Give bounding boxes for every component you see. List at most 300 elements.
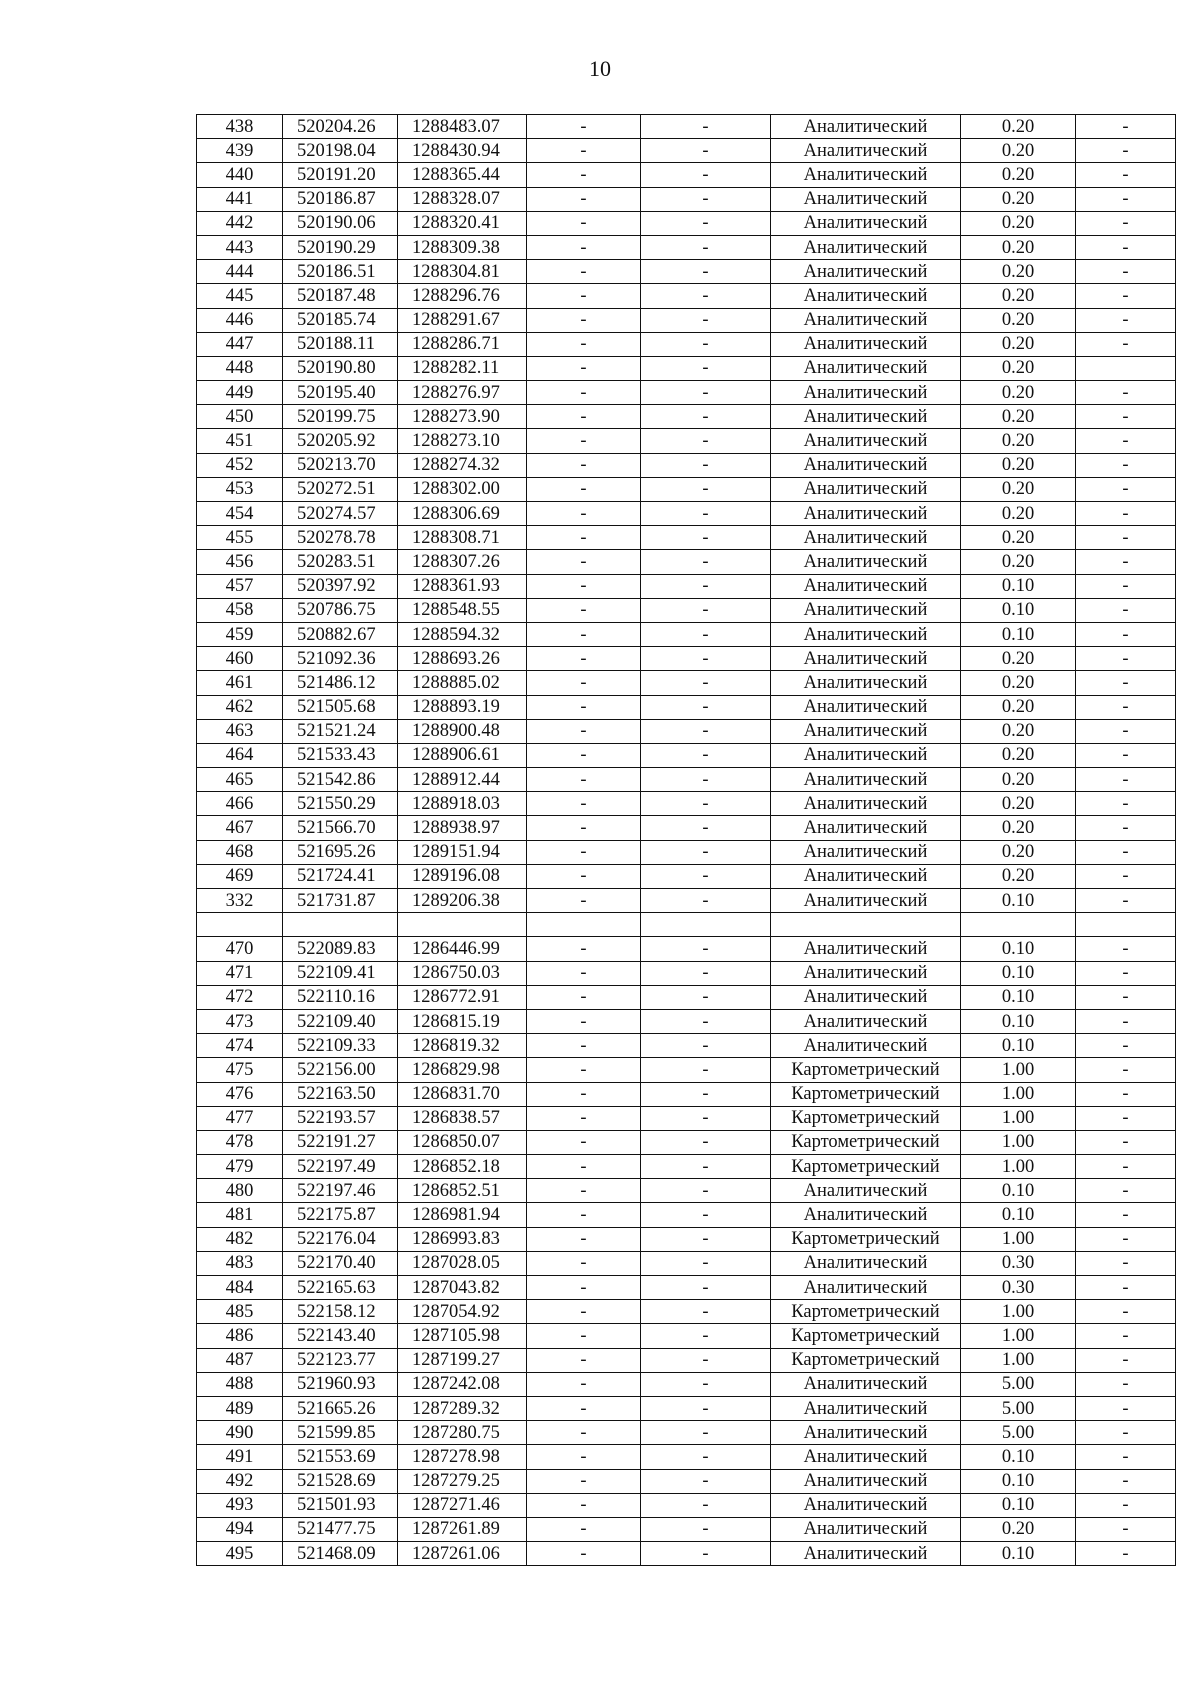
old-x-cell: - — [527, 139, 641, 163]
table-row — [197, 864, 1176, 888]
accuracy-cell: 0.20 — [961, 550, 1076, 574]
x-coordinate-cell: 522176.04 — [283, 1227, 398, 1251]
accuracy-cell: 0.20 — [961, 235, 1076, 259]
accuracy-cell: 0.20 — [961, 768, 1076, 792]
x-coordinate-cell: 521533.43 — [283, 743, 398, 767]
accuracy-cell — [961, 913, 1076, 937]
y-coordinate-cell: 1288286.71 — [398, 332, 527, 356]
description-cell: - — [1076, 115, 1176, 139]
accuracy-cell: 1.00 — [961, 1058, 1076, 1082]
y-coordinate-cell: 1288304.81 — [398, 260, 527, 284]
accuracy-cell: 0.20 — [961, 260, 1076, 284]
accuracy-cell: 0.30 — [961, 1276, 1076, 1300]
method-cell: Аналитический — [771, 1421, 961, 1445]
method-cell: Аналитический — [771, 429, 961, 453]
table-row — [197, 1203, 1176, 1227]
old-x-cell: - — [527, 1130, 641, 1154]
x-coordinate-cell: 522110.16 — [283, 985, 398, 1009]
method-cell: Аналитический — [771, 864, 961, 888]
y-coordinate-cell — [398, 913, 527, 937]
method-cell: Аналитический — [771, 381, 961, 405]
description-cell: - — [1076, 405, 1176, 429]
x-coordinate-cell: 521505.68 — [283, 695, 398, 719]
y-coordinate-cell: 1288594.32 — [398, 622, 527, 646]
point-number-cell: 494 — [197, 1517, 283, 1541]
table-row — [197, 453, 1176, 477]
description-cell: - — [1076, 743, 1176, 767]
old-x-cell: - — [527, 1445, 641, 1469]
x-coordinate-cell: 522109.33 — [283, 1034, 398, 1058]
accuracy-cell: 1.00 — [961, 1082, 1076, 1106]
old-y-cell: - — [641, 1130, 771, 1154]
method-cell: Аналитический — [771, 284, 961, 308]
point-number-cell: 473 — [197, 1009, 283, 1033]
old-x-cell: - — [527, 526, 641, 550]
method-cell: Аналитический — [771, 792, 961, 816]
x-coordinate-cell: 522197.49 — [283, 1155, 398, 1179]
accuracy-cell: 0.20 — [961, 405, 1076, 429]
point-number-cell: 454 — [197, 502, 283, 526]
description-cell: - — [1076, 1009, 1176, 1033]
old-y-cell: - — [641, 429, 771, 453]
old-y-cell: - — [641, 550, 771, 574]
y-coordinate-cell: 1288273.10 — [398, 429, 527, 453]
old-x-cell: - — [527, 598, 641, 622]
point-number-cell: 451 — [197, 429, 283, 453]
table-row — [197, 211, 1176, 235]
y-coordinate-cell: 1286446.99 — [398, 937, 527, 961]
table-row — [197, 405, 1176, 429]
x-coordinate-cell: 520786.75 — [283, 598, 398, 622]
old-x-cell: - — [527, 937, 641, 961]
point-number-cell: 443 — [197, 235, 283, 259]
method-cell: Аналитический — [771, 235, 961, 259]
x-coordinate-cell: 520397.92 — [283, 574, 398, 598]
table-row — [197, 1542, 1176, 1566]
method-cell: Аналитический — [771, 1372, 961, 1396]
description-cell: - — [1076, 647, 1176, 671]
description-cell: - — [1076, 961, 1176, 985]
old-x-cell: - — [527, 1300, 641, 1324]
point-number-cell: 441 — [197, 187, 283, 211]
y-coordinate-cell: 1288938.97 — [398, 816, 527, 840]
point-number-cell: 461 — [197, 671, 283, 695]
table-row — [197, 1179, 1176, 1203]
description-cell: - — [1076, 1130, 1176, 1154]
table-row — [197, 284, 1176, 308]
accuracy-cell: 0.20 — [961, 429, 1076, 453]
x-coordinate-cell: 520188.11 — [283, 332, 398, 356]
y-coordinate-cell: 1289151.94 — [398, 840, 527, 864]
point-number-cell: 476 — [197, 1082, 283, 1106]
accuracy-cell: 0.20 — [961, 840, 1076, 864]
old-x-cell: - — [527, 1034, 641, 1058]
y-coordinate-cell: 1286850.07 — [398, 1130, 527, 1154]
old-y-cell: - — [641, 356, 771, 380]
old-x-cell: - — [527, 1106, 641, 1130]
table-row — [197, 1517, 1176, 1541]
old-y-cell: - — [641, 1034, 771, 1058]
old-y-cell: - — [641, 1421, 771, 1445]
method-cell: Картометрический — [771, 1155, 961, 1179]
method-cell: Аналитический — [771, 115, 961, 139]
old-x-cell: - — [527, 1251, 641, 1275]
x-coordinate-cell: 521566.70 — [283, 816, 398, 840]
accuracy-cell: 0.10 — [961, 1034, 1076, 1058]
x-coordinate-cell: 520190.06 — [283, 211, 398, 235]
accuracy-cell: 0.20 — [961, 139, 1076, 163]
method-cell: Аналитический — [771, 574, 961, 598]
old-y-cell: - — [641, 526, 771, 550]
x-coordinate-cell: 522143.40 — [283, 1324, 398, 1348]
accuracy-cell: 0.20 — [961, 719, 1076, 743]
accuracy-cell: 0.20 — [961, 743, 1076, 767]
method-cell: Аналитический — [771, 816, 961, 840]
method-cell: Аналитический — [771, 598, 961, 622]
old-y-cell: - — [641, 1203, 771, 1227]
old-y-cell: - — [641, 1179, 771, 1203]
accuracy-cell: 1.00 — [961, 1348, 1076, 1372]
old-x-cell: - — [527, 453, 641, 477]
description-cell: - — [1076, 816, 1176, 840]
old-x-cell: - — [527, 1276, 641, 1300]
old-x-cell: - — [527, 840, 641, 864]
point-number-cell: 486 — [197, 1324, 283, 1348]
point-number-cell: 442 — [197, 211, 283, 235]
y-coordinate-cell: 1288273.90 — [398, 405, 527, 429]
old-x-cell: - — [527, 1009, 641, 1033]
y-coordinate-cell: 1288282.11 — [398, 356, 527, 380]
method-cell: Аналитический — [771, 1251, 961, 1275]
method-cell: Аналитический — [771, 477, 961, 501]
method-cell: Аналитический — [771, 502, 961, 526]
old-y-cell: - — [641, 1324, 771, 1348]
method-cell: Аналитический — [771, 453, 961, 477]
table-row — [197, 743, 1176, 767]
description-cell: - — [1076, 671, 1176, 695]
x-coordinate-cell: 520199.75 — [283, 405, 398, 429]
point-number-cell: 450 — [197, 405, 283, 429]
point-number-cell: 491 — [197, 1445, 283, 1469]
old-y-cell: - — [641, 284, 771, 308]
old-y-cell — [641, 913, 771, 937]
old-x-cell: - — [527, 1372, 641, 1396]
x-coordinate-cell: 520274.57 — [283, 502, 398, 526]
method-cell: Аналитический — [771, 1445, 961, 1469]
accuracy-cell: 0.10 — [961, 1009, 1076, 1033]
x-coordinate-cell: 520283.51 — [283, 550, 398, 574]
method-cell: Аналитический — [771, 405, 961, 429]
old-y-cell: - — [641, 211, 771, 235]
table-row — [197, 163, 1176, 187]
table-row — [197, 235, 1176, 259]
old-y-cell: - — [641, 1276, 771, 1300]
x-coordinate-cell: 520191.20 — [283, 163, 398, 187]
point-number-cell: 466 — [197, 792, 283, 816]
table-row — [197, 1493, 1176, 1517]
y-coordinate-cell: 1286993.83 — [398, 1227, 527, 1251]
method-cell: Аналитический — [771, 308, 961, 332]
old-y-cell: - — [641, 405, 771, 429]
old-x-cell: - — [527, 477, 641, 501]
y-coordinate-cell: 1286815.19 — [398, 1009, 527, 1033]
method-cell: Картометрический — [771, 1106, 961, 1130]
old-x-cell — [527, 913, 641, 937]
old-x-cell: - — [527, 1542, 641, 1566]
accuracy-cell: 0.10 — [961, 985, 1076, 1009]
x-coordinate-cell: 520278.78 — [283, 526, 398, 550]
point-number-cell: 444 — [197, 260, 283, 284]
description-cell: - — [1076, 598, 1176, 622]
old-y-cell: - — [641, 961, 771, 985]
old-y-cell: - — [641, 260, 771, 284]
accuracy-cell: 1.00 — [961, 1324, 1076, 1348]
old-x-cell: - — [527, 115, 641, 139]
y-coordinate-cell: 1288430.94 — [398, 139, 527, 163]
point-number-cell: 470 — [197, 937, 283, 961]
old-x-cell: - — [527, 864, 641, 888]
method-cell: Аналитический — [771, 1276, 961, 1300]
old-y-cell: - — [641, 864, 771, 888]
table-row — [197, 671, 1176, 695]
table-row — [197, 719, 1176, 743]
y-coordinate-cell: 1287105.98 — [398, 1324, 527, 1348]
old-y-cell: - — [641, 1517, 771, 1541]
table-row — [197, 961, 1176, 985]
accuracy-cell: 0.20 — [961, 647, 1076, 671]
y-coordinate-cell: 1288306.69 — [398, 502, 527, 526]
point-number-cell: 446 — [197, 308, 283, 332]
table-row — [197, 768, 1176, 792]
x-coordinate-cell: 520187.48 — [283, 284, 398, 308]
y-coordinate-cell: 1287261.06 — [398, 1542, 527, 1566]
x-coordinate-cell: 521553.69 — [283, 1445, 398, 1469]
description-cell: - — [1076, 284, 1176, 308]
old-x-cell: - — [527, 719, 641, 743]
x-coordinate-cell: 521731.87 — [283, 889, 398, 913]
table-row — [197, 1396, 1176, 1420]
point-number-cell: 485 — [197, 1300, 283, 1324]
table-row — [197, 1009, 1176, 1033]
accuracy-cell: 0.20 — [961, 695, 1076, 719]
description-cell: - — [1076, 550, 1176, 574]
accuracy-cell: 0.20 — [961, 526, 1076, 550]
accuracy-cell: 0.10 — [961, 574, 1076, 598]
point-number-cell: 439 — [197, 139, 283, 163]
point-number-cell: 484 — [197, 1276, 283, 1300]
old-y-cell: - — [641, 187, 771, 211]
point-number-cell: 492 — [197, 1469, 283, 1493]
x-coordinate-cell: 520186.51 — [283, 260, 398, 284]
accuracy-cell: 1.00 — [961, 1300, 1076, 1324]
method-cell: Картометрический — [771, 1082, 961, 1106]
x-coordinate-cell: 521501.93 — [283, 1493, 398, 1517]
description-cell: - — [1076, 864, 1176, 888]
accuracy-cell: 1.00 — [961, 1106, 1076, 1130]
old-x-cell: - — [527, 1058, 641, 1082]
old-x-cell: - — [527, 1493, 641, 1517]
description-cell: - — [1076, 502, 1176, 526]
old-x-cell: - — [527, 1155, 641, 1179]
y-coordinate-cell: 1286852.18 — [398, 1155, 527, 1179]
accuracy-cell: 0.20 — [961, 211, 1076, 235]
table-row — [197, 574, 1176, 598]
point-number-cell: 459 — [197, 622, 283, 646]
old-y-cell: - — [641, 139, 771, 163]
x-coordinate-cell: 522170.40 — [283, 1251, 398, 1275]
point-number-cell: 495 — [197, 1542, 283, 1566]
table-row — [197, 526, 1176, 550]
x-coordinate-cell: 522197.46 — [283, 1179, 398, 1203]
method-cell: Аналитический — [771, 332, 961, 356]
y-coordinate-cell: 1288548.55 — [398, 598, 527, 622]
point-number-cell: 457 — [197, 574, 283, 598]
method-cell: Аналитический — [771, 356, 961, 380]
x-coordinate-cell: 520186.87 — [283, 187, 398, 211]
table-row — [197, 1082, 1176, 1106]
y-coordinate-cell: 1288302.00 — [398, 477, 527, 501]
table-row — [197, 187, 1176, 211]
table-row — [197, 1106, 1176, 1130]
y-coordinate-cell: 1287054.92 — [398, 1300, 527, 1324]
x-coordinate-cell: 522109.40 — [283, 1009, 398, 1033]
method-cell: Аналитический — [771, 647, 961, 671]
accuracy-cell: 5.00 — [961, 1421, 1076, 1445]
description-cell: - — [1076, 840, 1176, 864]
description-cell: - — [1076, 1251, 1176, 1275]
old-y-cell: - — [641, 792, 771, 816]
accuracy-cell: 0.10 — [961, 1179, 1076, 1203]
description-cell: - — [1076, 1324, 1176, 1348]
old-y-cell: - — [641, 719, 771, 743]
accuracy-cell: 0.10 — [961, 622, 1076, 646]
point-number-cell: 464 — [197, 743, 283, 767]
x-coordinate-cell: 520272.51 — [283, 477, 398, 501]
point-number-cell: 483 — [197, 1251, 283, 1275]
method-cell: Аналитический — [771, 260, 961, 284]
y-coordinate-cell: 1288320.41 — [398, 211, 527, 235]
method-cell: Аналитический — [771, 985, 961, 1009]
old-y-cell: - — [641, 502, 771, 526]
accuracy-cell: 0.20 — [961, 1517, 1076, 1541]
x-coordinate-cell: 520190.80 — [283, 356, 398, 380]
old-x-cell: - — [527, 1203, 641, 1227]
x-coordinate-cell: 521528.69 — [283, 1469, 398, 1493]
old-x-cell: - — [527, 284, 641, 308]
method-cell: Аналитический — [771, 719, 961, 743]
accuracy-cell: 0.20 — [961, 163, 1076, 187]
old-x-cell: - — [527, 695, 641, 719]
table-row — [197, 139, 1176, 163]
point-number-cell — [197, 913, 283, 937]
method-cell: Аналитический — [771, 961, 961, 985]
point-number-cell: 481 — [197, 1203, 283, 1227]
accuracy-cell: 0.30 — [961, 1251, 1076, 1275]
x-coordinate-cell: 522123.77 — [283, 1348, 398, 1372]
table-row — [197, 1300, 1176, 1324]
accuracy-cell: 0.20 — [961, 284, 1076, 308]
old-y-cell: - — [641, 332, 771, 356]
point-number-cell: 482 — [197, 1227, 283, 1251]
old-y-cell: - — [641, 308, 771, 332]
description-cell: - — [1076, 139, 1176, 163]
point-number-cell: 490 — [197, 1421, 283, 1445]
table-row — [197, 502, 1176, 526]
table-row — [197, 937, 1176, 961]
description-cell: - — [1076, 574, 1176, 598]
accuracy-cell: 0.20 — [961, 332, 1076, 356]
method-cell: Аналитический — [771, 622, 961, 646]
old-y-cell: - — [641, 1348, 771, 1372]
method-cell: Аналитический — [771, 1469, 961, 1493]
old-y-cell: - — [641, 163, 771, 187]
old-y-cell: - — [641, 381, 771, 405]
description-cell: - — [1076, 1469, 1176, 1493]
table-row — [197, 889, 1176, 913]
y-coordinate-cell: 1286750.03 — [398, 961, 527, 985]
table-row — [197, 477, 1176, 501]
method-cell: Аналитический — [771, 671, 961, 695]
old-x-cell: - — [527, 1348, 641, 1372]
table-row — [197, 1469, 1176, 1493]
old-y-cell: - — [641, 937, 771, 961]
old-x-cell: - — [527, 405, 641, 429]
table-row — [197, 260, 1176, 284]
y-coordinate-cell: 1287271.46 — [398, 1493, 527, 1517]
accuracy-cell: 0.20 — [961, 308, 1076, 332]
y-coordinate-cell: 1286852.51 — [398, 1179, 527, 1203]
table-row — [197, 1348, 1176, 1372]
method-cell: Аналитический — [771, 840, 961, 864]
table-body — [197, 115, 1176, 1566]
point-number-cell: 487 — [197, 1348, 283, 1372]
x-coordinate-cell: 521695.26 — [283, 840, 398, 864]
description-cell: - — [1076, 381, 1176, 405]
point-number-cell: 480 — [197, 1179, 283, 1203]
method-cell: Картометрический — [771, 1130, 961, 1154]
old-x-cell: - — [527, 743, 641, 767]
description-cell: - — [1076, 622, 1176, 646]
method-cell: Картометрический — [771, 1348, 961, 1372]
description-cell: - — [1076, 695, 1176, 719]
point-number-cell: 477 — [197, 1106, 283, 1130]
old-y-cell: - — [641, 574, 771, 598]
old-y-cell: - — [641, 1300, 771, 1324]
y-coordinate-cell: 1288328.07 — [398, 187, 527, 211]
old-y-cell: - — [641, 235, 771, 259]
x-coordinate-cell: 521477.75 — [283, 1517, 398, 1541]
accuracy-cell: 0.20 — [961, 502, 1076, 526]
old-x-cell: - — [527, 1227, 641, 1251]
old-y-cell: - — [641, 1106, 771, 1130]
table-row — [197, 308, 1176, 332]
old-x-cell: - — [527, 211, 641, 235]
x-coordinate-cell: 521092.36 — [283, 647, 398, 671]
description-cell: - — [1076, 1300, 1176, 1324]
description-cell: - — [1076, 889, 1176, 913]
old-x-cell: - — [527, 622, 641, 646]
description-cell: - — [1076, 1058, 1176, 1082]
description-cell: - — [1076, 260, 1176, 284]
x-coordinate-cell — [283, 913, 398, 937]
point-number-cell: 445 — [197, 284, 283, 308]
description-cell: - — [1076, 1179, 1176, 1203]
old-x-cell: - — [527, 550, 641, 574]
description-cell: - — [1076, 1034, 1176, 1058]
x-coordinate-cell: 521665.26 — [283, 1396, 398, 1420]
old-y-cell: - — [641, 1251, 771, 1275]
method-cell: Аналитический — [771, 1542, 961, 1566]
